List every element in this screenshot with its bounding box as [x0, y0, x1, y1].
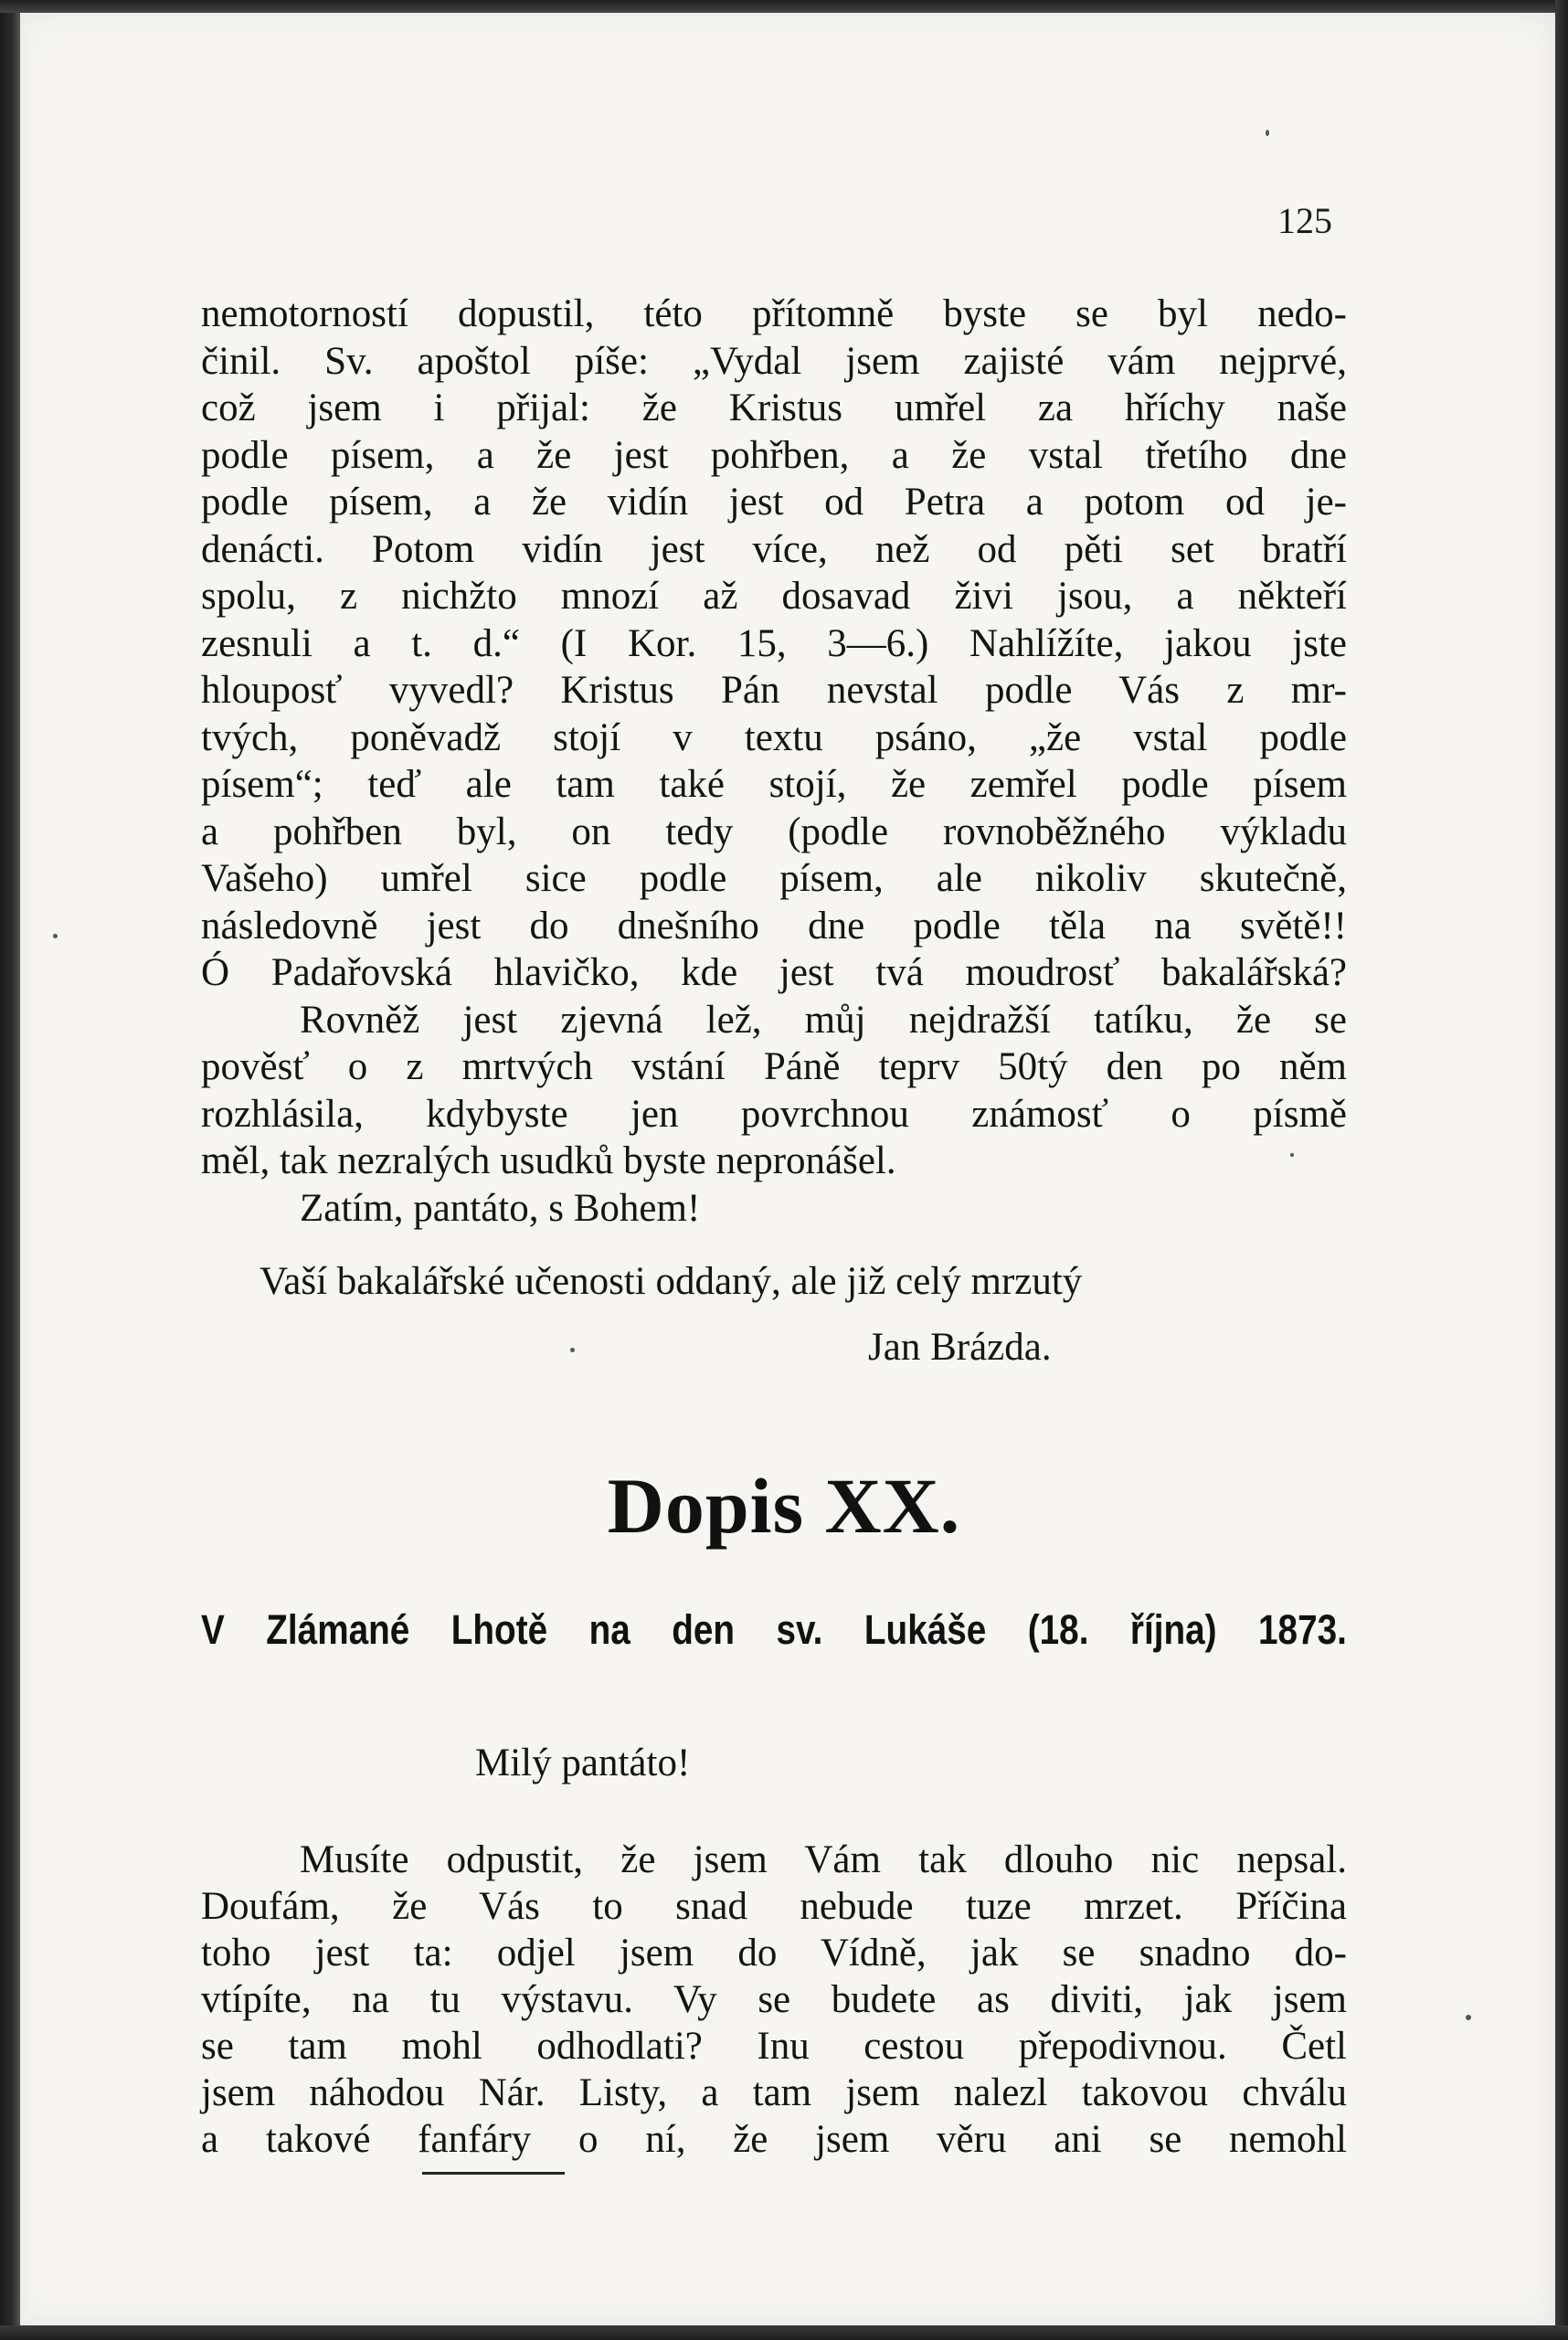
scan-top-edge — [0, 0, 1568, 13]
text-line: nemotorností dopustil, této přítomně byste se byl nedo- — [201, 292, 1347, 335]
text-line: podle písem, a že jest pohřben, a že vstal třetího dne — [201, 433, 1347, 477]
text-line: Rovněž jest zjevná lež, můj nejdražší tatíku, že se — [300, 998, 1347, 1042]
text-line: tvých, poněvadž stojí v textu psáno, „že vstal podle — [201, 715, 1347, 759]
text-line: Musíte odpustit, že jsem Vám tak dlouho nic nepsal. — [300, 1838, 1347, 1881]
text-line: Ó Padařovská hlavičko, kde jest tvá moudrosť bakalářská? — [201, 951, 1347, 994]
scan-speck — [570, 1348, 575, 1352]
letter-dateline: V Zlámané Lhotě na den sv. Lukáše (18. října) 1873. — [201, 1606, 1347, 1653]
text-line: činil. Sv. apoštol píše: „Vydal jsem zajisté vám nejprvé, — [201, 339, 1347, 383]
text-line: jsem náhodou Nár. Listy, a tam jsem nalezl takovou chválu — [201, 2071, 1347, 2114]
text-line: písem“; teď ale tam také stojí, že zemřel podle písem — [201, 763, 1347, 806]
scan-bottom-edge — [0, 2325, 1568, 2340]
text-line: hlouposť vyvedl? Kristus Pán nevstal podle Vás z mr- — [201, 669, 1347, 712]
text-line: podle písem, a že vidín jest od Petra a potom od je- — [201, 481, 1347, 524]
scan-speck — [53, 934, 58, 938]
text-line: zesnuli a t. d.“ (I Kor. 15, 3—6.) Nahlížíte, jakou jste — [201, 621, 1347, 665]
letter-signoff: Vaší bakalářské učenosti oddaný, ale již celý mrzutý — [260, 1260, 1083, 1303]
page-number: 125 — [1277, 200, 1332, 241]
handwritten-underline — [422, 2172, 565, 2175]
text-line: se tam mohl odhodlati? Inu cestou přepodivnou. Četl — [201, 2025, 1347, 2068]
letter-body-start — [201, 1837, 1347, 2163]
letter-signature: Jan Brázda. — [868, 1326, 1052, 1369]
letter-body-end — [201, 291, 1347, 1232]
text-line: pověsť o z mrtvých vstání Páně teprv 50tý den po něm — [201, 1045, 1347, 1088]
text-line: Zatím, pantáto, s Bohem! — [300, 1186, 701, 1230]
text-line: denácti. Potom vidín jest více, než od pěti set bratří — [201, 527, 1347, 571]
letter-heading: Dopis XX. — [607, 1462, 961, 1550]
scan-left-edge — [0, 0, 20, 2340]
scan-right-edge — [1555, 0, 1568, 2340]
text-line: a pohřben byl, on tedy (podle rovnoběžného výkladu — [201, 810, 1347, 853]
text-line: což jsem i přijal: že Kristus umřel za hříchy naše — [201, 386, 1347, 429]
text-line: Doufám, že Vás to snad nebude tuze mrzet. Příčina — [201, 1885, 1347, 1928]
text-line: Vašeho) umřel sice podle písem, ale nikoliv skutečně, — [201, 857, 1347, 900]
scan-speck — [1266, 130, 1269, 136]
text-line: měl, tak nezralých usudků byste nepronášel. — [201, 1139, 896, 1182]
text-line: rozhlásila, kdybyste jen povrchnou známosť o písmě — [201, 1092, 1347, 1136]
text-line: vtípíte, na tu výstavu. Vy se budete as diviti, jak jsem — [201, 1978, 1347, 2021]
text-line: následovně jest do dnešního dne podle těla na světě!! — [201, 904, 1347, 948]
text-line: spolu, z nichžto mnozí až dosavad živi jsou, a někteří — [201, 575, 1347, 618]
scan-speck — [1466, 2015, 1471, 2020]
scan-speck — [1290, 1153, 1294, 1157]
text-line: toho jest ta: odjel jsem do Vídně, jak se snadno do- — [201, 1932, 1347, 1975]
letter-greeting: Milý pantáto! — [475, 1742, 691, 1784]
text-line: a takové fanfáry o ní, že jsem věru ani se nemohl — [201, 2118, 1347, 2161]
